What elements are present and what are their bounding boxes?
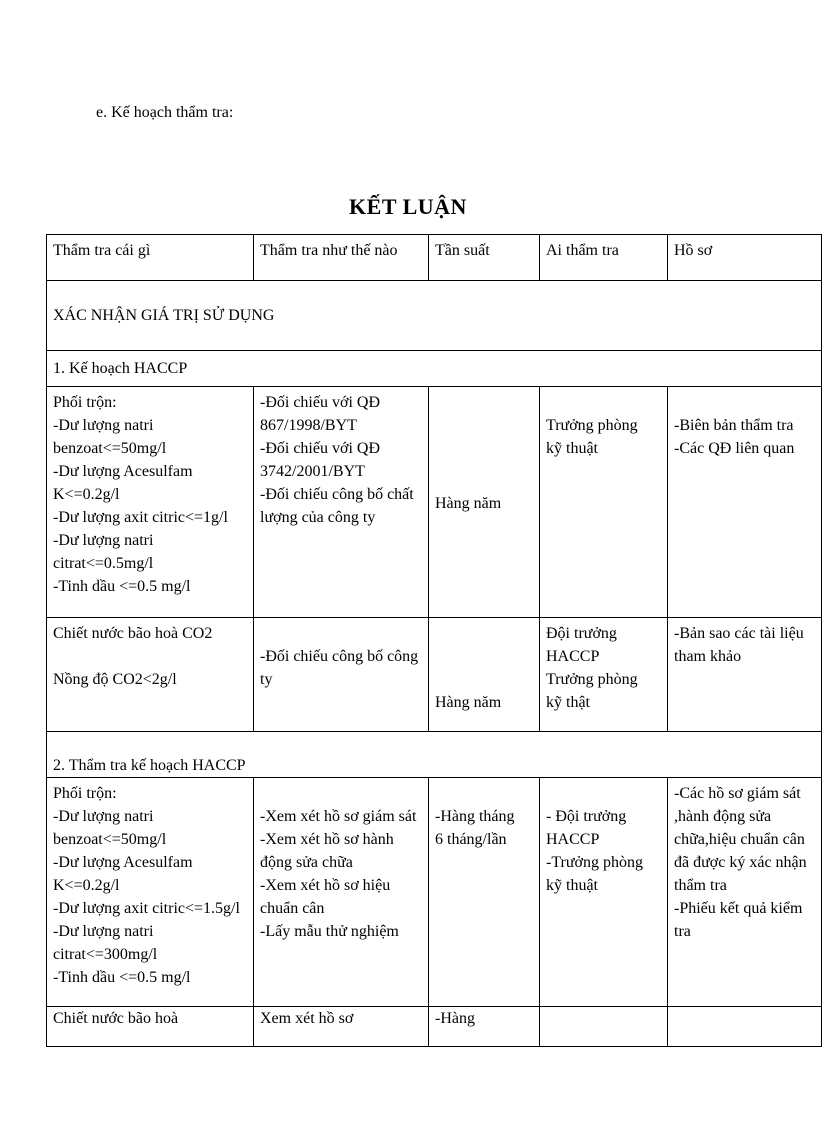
cell-who: - Đội trưởng HACCP -Trưởng phòng kỹ thuật xyxy=(540,778,668,1007)
table-row xyxy=(47,387,822,618)
cell-frequency: -Hàng tháng 6 tháng/lần xyxy=(429,778,540,1007)
cell-frequency: Hàng năm xyxy=(429,387,540,618)
cell-records: -Bản sao các tài liệu tham khảo xyxy=(668,618,822,732)
intro-heading: e. Kế hoạch thẩm tra: xyxy=(96,104,234,121)
cell-records xyxy=(668,1007,822,1047)
table-row xyxy=(47,1007,822,1047)
cell-frequency: Hàng năm xyxy=(429,618,540,732)
cell-what: Phối trộn: -Dư lượng natri benzoat<=50mg/l -Dư lượng Acesulfam K<=0.2g/l -Dư lượng axit citric<=1g/l -Dư lượng natri citrat<=0.5mg/l -Tinh dầu <=0.5 mg/l xyxy=(47,387,254,618)
cell-who: Đội trưởng HACCP Trưởng phòng kỹ thật xyxy=(540,618,668,732)
cell-what: Chiết nước bão hoà xyxy=(47,1007,254,1047)
header-frequency: Tần suất xyxy=(429,235,540,281)
section-haccp-verification: 2. Thẩm tra kế hoạch HACCP xyxy=(47,732,822,778)
section-row xyxy=(47,351,822,387)
cell-what: Chiết nước bão hoà CO2 Nồng độ CO2<2g/l xyxy=(47,618,254,732)
cell-records: -Các hồ sơ giám sát ,hành động sửa chữa,hiệu chuẩn cân đã được ký xác nhận thẩm tra -Phiếu kết quả kiểm tra xyxy=(668,778,822,1007)
table-row xyxy=(47,778,822,1007)
cell-what: Phối trộn: -Dư lượng natri benzoat<=50mg/l -Dư lượng Acesulfam K<=0.2g/l -Dư lượng axit citric<=1.5g/l -Dư lượng natri citrat<=300mg/l -Tinh dầu <=0.5 mg/l xyxy=(47,778,254,1007)
verification-table xyxy=(46,234,822,1047)
section-row xyxy=(47,732,822,778)
header-records: Hồ sơ xyxy=(668,235,822,281)
cell-how: -Đối chiếu công bố công ty xyxy=(254,618,429,732)
section-validation: XÁC NHẬN GIÁ TRỊ SỬ DỤNG xyxy=(47,281,822,351)
cell-who: Trưởng phòng kỹ thuật xyxy=(540,387,668,618)
verification-table-container xyxy=(46,234,807,1027)
cell-frequency: -Hàng xyxy=(429,1007,540,1047)
page-title: KẾT LUẬN xyxy=(349,194,467,219)
table-row xyxy=(47,618,822,732)
table-header-row xyxy=(47,235,822,281)
cell-how: -Đối chiếu với QĐ 867/1998/BYT -Đối chiếu với QĐ 3742/2001/BYT -Đối chiếu công bố chất lượng của công ty xyxy=(254,387,429,618)
section-row xyxy=(47,281,822,351)
header-how: Thẩm tra như thế nào xyxy=(254,235,429,281)
header-who: Ai thẩm tra xyxy=(540,235,668,281)
cell-records: -Biên bản thẩm tra -Các QĐ liên quan xyxy=(668,387,822,618)
header-what: Thẩm tra cái gì xyxy=(47,235,254,281)
cell-how: -Xem xét hồ sơ giám sát -Xem xét hồ sơ hành động sửa chữa -Xem xét hồ sơ hiệu chuẩn cân -Lấy mẫu thử nghiệm xyxy=(254,778,429,1007)
section-haccp-plan: 1. Kế hoạch HACCP xyxy=(47,351,822,387)
cell-how: Xem xét hồ sơ xyxy=(254,1007,429,1047)
cell-who xyxy=(540,1007,668,1047)
